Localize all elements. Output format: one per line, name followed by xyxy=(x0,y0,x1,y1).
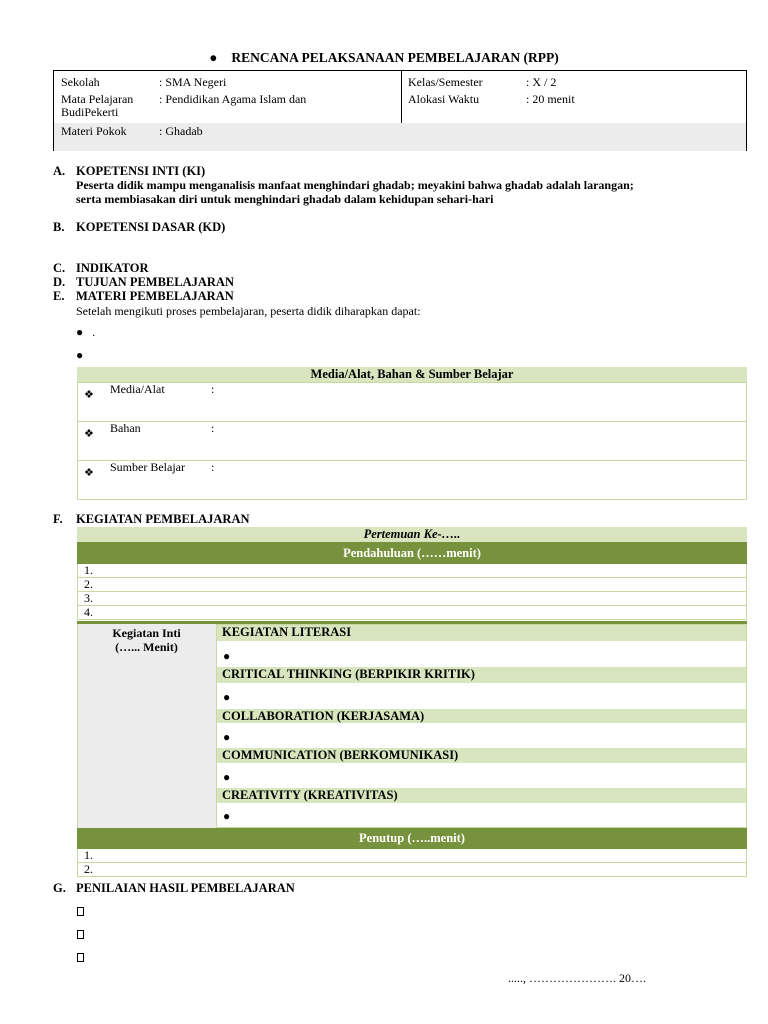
section-f-title: KEGIATAN PEMBELAJARAN xyxy=(76,512,250,526)
document-title xyxy=(0,50,768,66)
section-f-heading xyxy=(53,512,250,526)
penutup-item: 1. xyxy=(77,849,747,863)
kelas-value: : X / 2 xyxy=(526,75,557,89)
media-table-header: Media/Alat, Bahan & Sumber Belajar xyxy=(77,367,747,382)
kegiatan-inti-label-1: Kegiatan Inti xyxy=(112,626,181,640)
date-line: ....., …………………. 20…. xyxy=(508,971,646,985)
materi-value: : Ghadab xyxy=(159,124,203,138)
bahan-label: Bahan xyxy=(110,421,141,435)
bahan-colon: : xyxy=(211,421,215,435)
section-d-title: TUJUAN PEMBELAJARAN xyxy=(76,275,234,289)
pertemuan-header: Pertemuan Ke-….. xyxy=(77,527,747,542)
communication-bullet: ● xyxy=(223,770,231,784)
section-e-letter: E. xyxy=(53,289,65,303)
section-d-heading xyxy=(53,275,234,289)
section-f-letter: F. xyxy=(53,512,63,526)
info-row-materi xyxy=(54,123,746,151)
media-table-body xyxy=(77,382,747,500)
collaboration-title: COLLABORATION (KERJASAMA) xyxy=(217,709,746,723)
section-c-heading xyxy=(53,261,148,275)
checkbox-placeholder-icon xyxy=(77,949,84,967)
section-e-bullet-1: ● . xyxy=(76,325,96,339)
section-a-line-1: Peserta didik mampu menganalisis manfaat menghindari ghadab; meyakini bahwa ghadab adalah larangan; xyxy=(76,178,634,192)
media-alat-label: Media/Alat xyxy=(110,382,165,396)
section-a-line-2: serta membiasakan diri untuk menghindari ghadab dalam kehidupan sehari-hari xyxy=(76,192,494,206)
alokasi-value: : 20 menit xyxy=(526,92,575,106)
info-divider xyxy=(401,71,402,123)
penutup-item: 2. xyxy=(77,863,747,877)
section-e-bullet-2: ● xyxy=(76,348,84,362)
sumber-belajar-label: Sumber Belajar xyxy=(110,460,185,474)
pendahuluan-item: 1. xyxy=(77,564,747,578)
creativity-bullet: ● xyxy=(223,809,231,823)
critical-thinking-title: CRITICAL THINKING (BERPIKIR KRITIK) xyxy=(217,667,746,683)
section-e-intro: Setelah mengikuti proses pembelajaran, peserta didik diharapkan dapat: xyxy=(76,304,421,318)
checkbox-placeholder-icon xyxy=(77,926,84,944)
section-g-heading xyxy=(53,881,295,895)
kelas-label: Kelas/Semester xyxy=(408,75,483,89)
kegiatan-literasi-title: KEGIATAN LITERASI xyxy=(217,625,746,641)
creativity-title: CREATIVITY (KREATIVITAS) xyxy=(217,788,746,803)
checkbox-placeholder-icon xyxy=(77,903,84,921)
section-d-letter: D. xyxy=(53,275,66,289)
diamond-icon: ❖ xyxy=(84,389,94,401)
section-b-letter: B. xyxy=(53,220,65,234)
section-a-heading xyxy=(53,164,205,178)
pendahuluan-item: 2. xyxy=(77,578,747,592)
section-c-title: INDIKATOR xyxy=(76,261,149,275)
sumber-belajar-colon: : xyxy=(211,460,215,474)
section-c-letter: C. xyxy=(53,261,66,275)
media-row-divider-1 xyxy=(78,421,746,422)
diamond-icon: ❖ xyxy=(84,467,94,479)
mapel-value: : Pendidikan Agama Islam dan xyxy=(159,92,307,106)
section-g-title: PENILAIAN HASIL PEMBELAJARAN xyxy=(76,881,295,895)
title-text: RENCANA PELAKSANAAN PEMBELAJARAN (RPP) xyxy=(231,50,559,65)
section-e-heading xyxy=(53,289,234,303)
sekolah-label: Sekolah xyxy=(61,75,100,89)
section-b-title: KOPETENSI DASAR (KD) xyxy=(76,220,226,234)
materi-label: Materi Pokok xyxy=(61,124,127,138)
kegiatan-literasi-bullet: ● xyxy=(223,649,231,663)
pendahuluan-item: 3. xyxy=(77,592,747,606)
section-a-letter: A. xyxy=(53,164,66,178)
communication-title: COMMUNICATION (BERKOMUNIKASI) xyxy=(217,748,746,763)
pendahuluan-header: Pendahuluan (……menit) xyxy=(77,542,747,564)
mapel-label-1: Mata Pelajaran xyxy=(61,92,134,106)
media-alat-colon: : xyxy=(211,382,215,396)
collaboration-bullet: ● xyxy=(223,730,231,744)
section-e-title: MATERI PEMBELAJARAN xyxy=(76,289,234,303)
section-b-heading xyxy=(53,220,225,234)
section-g-letter: G. xyxy=(53,881,66,895)
mapel-label-2: BudiPekerti xyxy=(61,105,119,119)
info-row-top xyxy=(54,71,746,124)
section-a-title: KOPETENSI INTI (KI) xyxy=(76,164,206,178)
alokasi-label: Alokasi Waktu xyxy=(408,92,480,106)
diamond-icon: ❖ xyxy=(84,428,94,440)
penutup-header: Penutup (…..menit) xyxy=(77,828,747,849)
sekolah-value: : SMA Negeri xyxy=(159,75,227,89)
info-table xyxy=(53,70,747,151)
kegiatan-inti-label-cell xyxy=(77,624,216,828)
pendahuluan-item: 4. xyxy=(77,606,747,620)
title-bullet: ● xyxy=(209,50,218,65)
kegiatan-inti-label-2: (…... Menit) xyxy=(115,640,178,654)
critical-thinking-bullet: ● xyxy=(223,690,231,704)
